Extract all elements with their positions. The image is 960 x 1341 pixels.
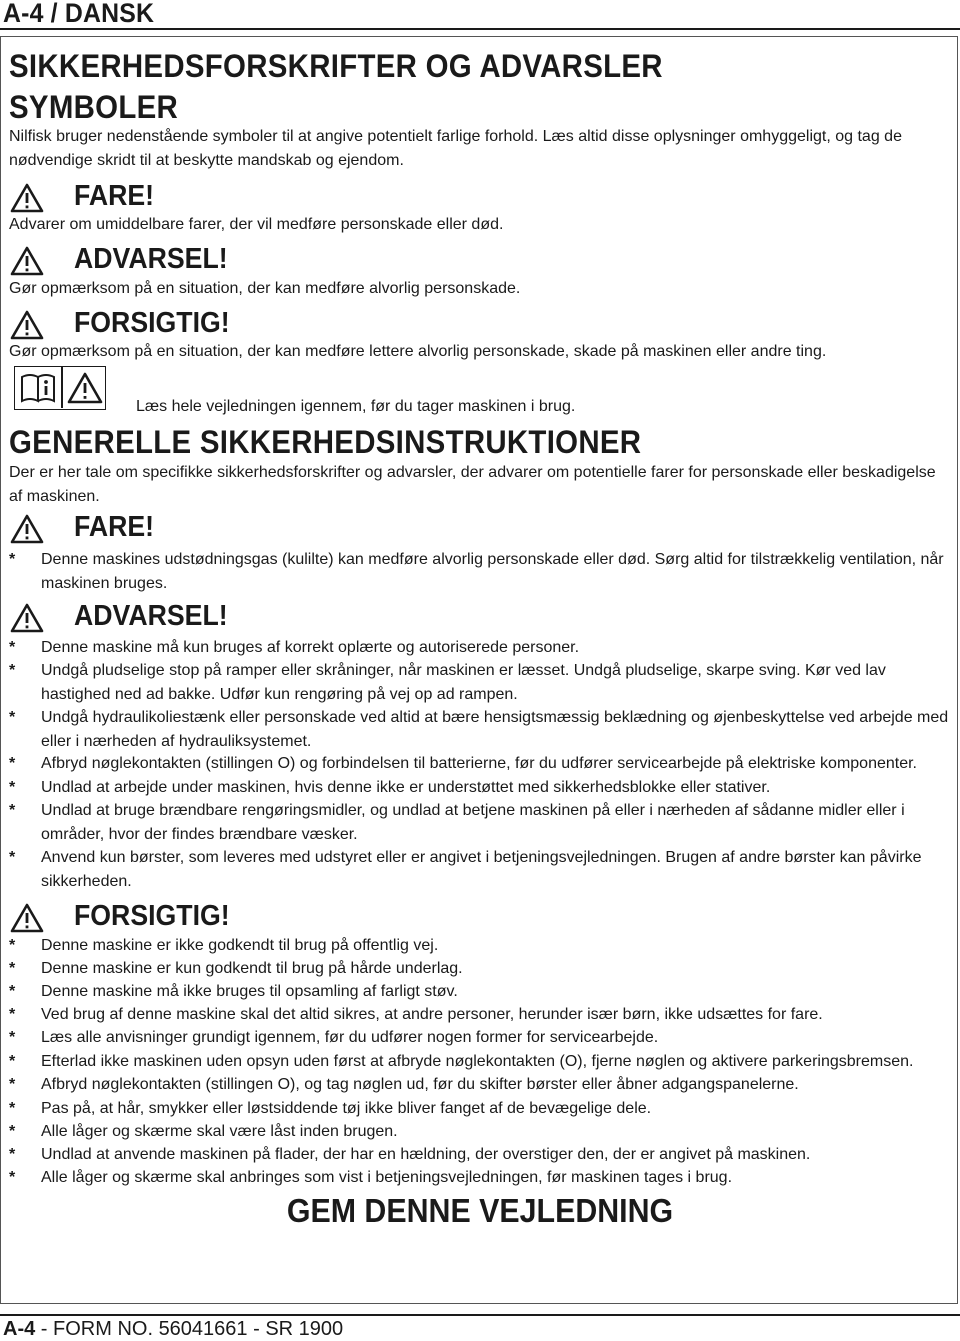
list-item-text: Denne maskine er ikke godkendt til brug på offentlig vej. <box>41 937 439 954</box>
footer-separator: - <box>35 1318 54 1340</box>
list-item <box>9 659 949 706</box>
page-header-label: A-4 / DANSK <box>3 0 155 28</box>
read-manual-text: Læs hele vejledningen igennem, før du tager maskinen i brug. <box>136 398 576 415</box>
read-manual-symbol <box>14 366 106 410</box>
bullet-star: * <box>9 1123 16 1140</box>
advarsel-description: Gør opmærksom på en situation, der kan medføre alvorlig personskade. <box>9 280 521 297</box>
general-advarsel-title: ADVARSEL! <box>74 600 228 632</box>
warning-triangle-icon <box>10 514 44 544</box>
bullet-star: * <box>9 551 16 568</box>
header-rule <box>0 28 960 30</box>
general-forsigtig-title: FORSIGTIG! <box>74 900 230 932</box>
list-item <box>9 1097 949 1121</box>
forsigtig-description: Gør opmærksom på en situation, der kan medføre lettere alvorlig personskade, skade på maskinen eller andre ting. <box>9 343 827 360</box>
list-item <box>9 980 949 1004</box>
bullet-star: * <box>9 1029 16 1046</box>
advarsel-title: ADVARSEL! <box>74 243 228 275</box>
warning-triangle-icon <box>10 603 44 633</box>
bullet-star: * <box>9 709 16 726</box>
bullet-star: * <box>9 662 16 679</box>
bullet-star: * <box>9 1169 16 1186</box>
list-item <box>9 1120 949 1144</box>
fare-description: Advarer om umiddelbare farer, der vil medføre personskade eller død. <box>9 216 504 233</box>
list-item-text: Undgå hydraulikoliestænk eller personskade ved altid at bære hensigtsmæssig beklædning og øjenbeskyttelse ved arbejde med eller i nærheden af hydrauliksystemet. <box>41 709 949 750</box>
manual-book-icon <box>19 371 57 405</box>
list-item-text: Undlad at anvende maskinen på flader, der har en hældning, der overstiger den, der er angivet på maskinen. <box>41 1146 811 1163</box>
list-item-text: Denne maskine må kun bruges af korrekt oplærte og autoriserede personer. <box>41 639 580 656</box>
warning-triangle-icon <box>10 903 44 933</box>
bullet-star: * <box>9 779 16 796</box>
list-item <box>9 1026 949 1050</box>
list-item-text: Denne maskines udstødningsgas (kulilte) kan medføre alvorlig personskade eller død. Sørg altid for tilstrækkelig ventilation, når maskinen bruges. <box>41 551 944 592</box>
list-item <box>9 776 949 800</box>
bullet-star: * <box>9 849 16 866</box>
list-item <box>9 548 949 595</box>
bullet-star: * <box>9 1053 16 1070</box>
section-title-general: GENERELLE SIKKERHEDSINSTRUKTIONER <box>9 424 642 460</box>
list-item-text: Alle låger og skærme skal anbringes som vist i betjeningsvejledningen, før maskinen tages i brug. <box>41 1169 733 1186</box>
list-item <box>9 1050 949 1074</box>
footer-form-number: FORM NO. 56041661 - SR 1900 <box>53 1318 344 1340</box>
list-item <box>9 1166 949 1190</box>
bullet-star: * <box>9 983 16 1000</box>
list-item-text: Undgå pludselige stop på ramper eller skråninger, når maskinen er læsset. Undgå pludselige, skarpe sving. Kør ved lav hastighed ned ad bakke. Udfør kun rengøring på vej op ad rampen. <box>41 662 886 703</box>
list-item-text: Anvend kun børster, som leveres med udstyret eller er angivet i betjeningsvejledningen. Brugen af andre børster kan påvirke sikkerheden. <box>41 849 922 890</box>
warning-triangle-icon <box>10 310 44 340</box>
symbols-intro: Nilfisk bruger nedenstående symboler til at angive potentielt farlige forhold. Læs altid disse oplysninger omhyggeligt, og tag de nødvendige skridt til at beskytte mandskab og ejendom. <box>9 128 902 169</box>
list-item <box>9 846 949 893</box>
bullet-star: * <box>9 802 16 819</box>
bullet-star: * <box>9 1076 16 1093</box>
list-item <box>9 934 949 958</box>
bullet-star: * <box>9 639 16 656</box>
list-item <box>9 1143 949 1167</box>
bullet-star: * <box>9 1100 16 1117</box>
warning-triangle-icon <box>67 372 103 404</box>
list-item <box>9 636 949 660</box>
page-footer <box>3 1318 343 1341</box>
list-item-text: Undlad at bruge brændbare rengøringsmidler, og undlad at betjene maskinen på eller i nærheden af sådanne midler eller i områder, hvor der findes brændbare væsker. <box>41 802 905 843</box>
list-item <box>9 1003 949 1027</box>
list-item-text: Afbryd nøglekontakten (stillingen O), og tag nøglen ud, før du skifter børster eller åbner adgangspanelerne. <box>41 1076 799 1093</box>
list-item <box>9 957 949 981</box>
bullet-star: * <box>9 1006 16 1023</box>
list-item <box>9 799 949 846</box>
bullet-star: * <box>9 937 16 954</box>
symbols-heading: SYMBOLER <box>9 89 179 125</box>
bullet-star: * <box>9 755 16 772</box>
list-item <box>9 706 949 753</box>
section-title-safety: SIKKERHEDSFORSKRIFTER OG ADVARSLER <box>9 48 663 84</box>
bullet-star: * <box>9 1146 16 1163</box>
list-item-text: Pas på, at hår, smykker eller løstsiddende tøj ikke bliver fanget af de bevægelige dele. <box>41 1100 652 1117</box>
list-item-text: Ved brug af denne maskine skal det altid sikres, at andre personer, herunder især børn, ikke udsættes for fare. <box>41 1006 823 1023</box>
general-intro: Der er her tale om specifikke sikkerhedsforskrifter og advarsler, der advarer om potentielle farer for personskade eller beskadigelse af maskinen. <box>9 464 936 505</box>
list-item-text: Denne maskine må ikke bruges til opsamling af farligt støv. <box>41 983 458 1000</box>
fare-title: FARE! <box>74 180 155 212</box>
list-item-text: Undlad at arbejde under maskinen, hvis denne ikke er understøttet med sikkerhedsblokke eller stativer. <box>41 779 771 796</box>
manual-symbol-divider <box>61 367 63 408</box>
footer-page-number: A-4 <box>3 1318 36 1340</box>
list-item-text: Afbryd nøglekontakten (stillingen O) og forbindelsen til batterierne, før du udfører servicearbejde på elektriske komponenter. <box>41 755 917 772</box>
warning-triangle-icon <box>10 183 44 213</box>
warning-triangle-icon <box>10 246 44 276</box>
list-item-text: Læs alle anvisninger grundigt igennem, før du udfører nogen former for servicearbejde. <box>41 1029 659 1046</box>
list-item-text: Denne maskine er kun godkendt til brug på hårde underlag. <box>41 960 463 977</box>
footer-rule <box>0 1314 960 1316</box>
save-instructions-heading: GEM DENNE VEJLEDNING <box>286 1192 674 1229</box>
forsigtig-title: FORSIGTIG! <box>74 307 230 339</box>
list-item-text: Alle låger og skærme skal være låst inden brugen. <box>41 1123 398 1140</box>
list-item-text: Efterlad ikke maskinen uden opsyn uden først at afbryde nøglekontakten (O), fjerne nøglen og aktivere parkeringsbremsen. <box>41 1053 914 1070</box>
list-item <box>9 752 949 776</box>
general-fare-title: FARE! <box>74 511 155 543</box>
list-item <box>9 1073 949 1097</box>
bullet-star: * <box>9 960 16 977</box>
